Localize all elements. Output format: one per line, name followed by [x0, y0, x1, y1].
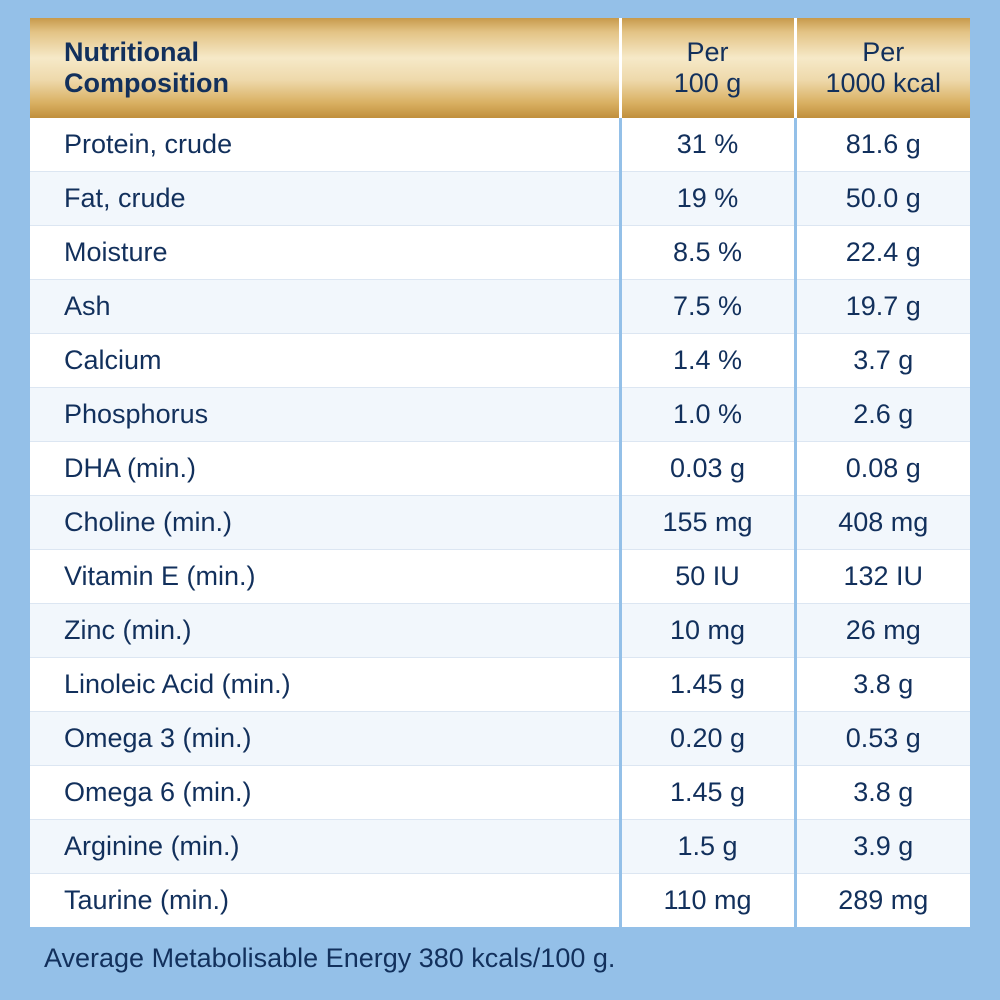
nutrient-value-per-100g: 110 mg — [620, 874, 795, 928]
table-row — [30, 604, 970, 658]
nutrient-value-per-100g: 1.45 g — [620, 766, 795, 820]
nutrient-value-per-1000kcal: 3.9 g — [795, 820, 970, 874]
nutrition-panel — [30, 18, 970, 974]
nutrient-value-per-1000kcal: 132 IU — [795, 550, 970, 604]
nutrient-value-per-100g: 10 mg — [620, 604, 795, 658]
header-per100g-line2: 100 g — [673, 68, 742, 98]
nutrient-name: Ash — [30, 280, 620, 334]
nutrient-name: Vitamin E (min.) — [30, 550, 620, 604]
nutrient-value-per-100g: 31 % — [620, 118, 795, 172]
table-row — [30, 226, 970, 280]
nutrient-name: Taurine (min.) — [30, 874, 620, 928]
nutrient-name: Protein, crude — [30, 118, 620, 172]
nutrient-value-per-100g: 8.5 % — [620, 226, 795, 280]
table-row — [30, 766, 970, 820]
energy-footnote: Average Metabolisable Energy 380 kcals/100 g. — [44, 943, 616, 973]
nutrient-value-per-1000kcal: 0.53 g — [795, 712, 970, 766]
nutrient-value-per-1000kcal: 2.6 g — [795, 388, 970, 442]
table-header — [30, 18, 970, 118]
table-row — [30, 712, 970, 766]
nutrient-name: Omega 6 (min.) — [30, 766, 620, 820]
table-header-row — [30, 18, 970, 118]
column-header-per-100g — [620, 18, 795, 118]
header-title-line2: Composition — [64, 68, 229, 98]
nutrient-name: DHA (min.) — [30, 442, 620, 496]
nutrient-value-per-1000kcal: 3.8 g — [795, 766, 970, 820]
nutrient-value-per-100g: 1.45 g — [620, 658, 795, 712]
nutrient-name: Calcium — [30, 334, 620, 388]
nutrient-name: Arginine (min.) — [30, 820, 620, 874]
nutrient-name: Choline (min.) — [30, 496, 620, 550]
nutrient-value-per-1000kcal: 19.7 g — [795, 280, 970, 334]
nutrient-name: Zinc (min.) — [30, 604, 620, 658]
table-row — [30, 874, 970, 928]
nutrient-value-per-1000kcal: 81.6 g — [795, 118, 970, 172]
nutrient-value-per-100g: 0.20 g — [620, 712, 795, 766]
nutrient-value-per-100g: 0.03 g — [620, 442, 795, 496]
nutrient-value-per-100g: 50 IU — [620, 550, 795, 604]
nutrient-name: Omega 3 (min.) — [30, 712, 620, 766]
nutrient-name: Phosphorus — [30, 388, 620, 442]
table-row — [30, 550, 970, 604]
table-row — [30, 388, 970, 442]
table-row — [30, 658, 970, 712]
column-header-nutritional-composition — [30, 18, 620, 118]
nutritional-composition-table — [30, 18, 970, 927]
nutrient-value-per-1000kcal: 50.0 g — [795, 172, 970, 226]
nutrient-name: Moisture — [30, 226, 620, 280]
table-row — [30, 172, 970, 226]
table-row — [30, 442, 970, 496]
table-body — [30, 118, 970, 927]
table-row — [30, 118, 970, 172]
nutrient-value-per-1000kcal: 3.7 g — [795, 334, 970, 388]
table-row — [30, 820, 970, 874]
header-per100g-line1: Per — [686, 36, 729, 67]
nutrient-value-per-100g: 1.0 % — [620, 388, 795, 442]
table-row — [30, 496, 970, 550]
header-per1000kcal-line2: 1000 kcal — [825, 68, 942, 98]
nutrient-value-per-1000kcal: 408 mg — [795, 496, 970, 550]
nutrient-value-per-1000kcal: 3.8 g — [795, 658, 970, 712]
nutrient-name: Fat, crude — [30, 172, 620, 226]
nutrient-value-per-100g: 1.5 g — [620, 820, 795, 874]
table-row — [30, 280, 970, 334]
nutrient-value-per-1000kcal: 26 mg — [795, 604, 970, 658]
header-per1000kcal-line1: Per — [862, 36, 905, 67]
nutrient-value-per-100g: 155 mg — [620, 496, 795, 550]
column-header-per-1000kcal — [795, 18, 970, 118]
nutrient-name: Linoleic Acid (min.) — [30, 658, 620, 712]
nutrient-value-per-100g: 19 % — [620, 172, 795, 226]
nutrient-value-per-1000kcal: 22.4 g — [795, 226, 970, 280]
header-title-line1: Nutritional — [64, 36, 199, 67]
nutrient-value-per-100g: 7.5 % — [620, 280, 795, 334]
table-row — [30, 334, 970, 388]
nutrient-value-per-1000kcal: 0.08 g — [795, 442, 970, 496]
nutrient-value-per-100g: 1.4 % — [620, 334, 795, 388]
nutrient-value-per-1000kcal: 289 mg — [795, 874, 970, 928]
